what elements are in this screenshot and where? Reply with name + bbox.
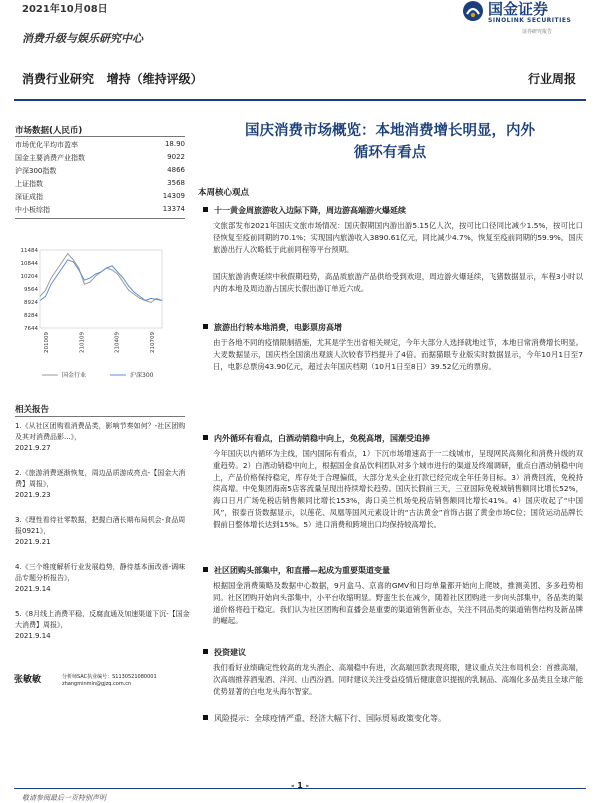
bullet-heading: 投资建议 [203,647,246,658]
bullet-heading: 内外循环有看点，白酒动销稳中向上，免税高增，国潮受追捧 [203,433,430,444]
market-row: 沪深300指数 4866 [15,166,185,175]
paragraph: 由于各地不同的疫情限制措施，尤其是学生出省相关规定，今年大部分人选择就地过节，本地日常消费增长明显。大麦数据显示，国庆档全国演出观演人次较春节档提升了4倍。而据猫眼专业版实时数据显示，今年10月1日至7日，电影总票房43.90亿元，超过去年国庆档期（10月1日至8日）39.52亿元的票房。 [213,338,583,371]
section-heading: 本周核心观点 [198,188,250,198]
footer-disclaimer: 敬请参阅最后一页特别声明 [22,794,106,802]
market-divider [15,136,185,137]
x-tick-label: 210409 [114,332,121,353]
y-tick-label: 7644 [24,326,38,332]
y-tick-label: 8924 [24,300,38,306]
paragraph: 文旅部发布2021年国庆文旅市场情况：国庆假期国内游出游5.15亿人次，按可比口径同比减少1.5%，按可比口径恢复至疫前同期的70.1%；实现国内旅游收入3890.61亿元，同比减少4.7%，恢复至疫前同期的59.9%。国庆旅游出行人次略低于此前同程等平台预期。 [213,221,583,254]
market-row: 中小板综指 13374 [15,205,185,214]
report-title: 国庆消费市场概览：本地消费增长明显，内外 循环有看点 [245,123,535,161]
risk-note: 风险提示：全球疫情严重、经济大幅下行、国际贸易政策变化等。 [203,713,446,724]
y-tick-label: 10844 [20,261,38,267]
legend-label: 国金行业 [62,372,87,379]
market-row: 国金主要消费产业指数 9022 [15,153,185,162]
logo-en: SINOLINK SECURITIES [488,17,572,24]
analyst-email[interactable]: zhangminmin@gjzq.com.cn [62,681,132,687]
related-title: 相关报告 [15,405,50,415]
legend-label: 沪深300 [130,372,154,379]
analyst-sac: 分析师SAC执业编号：S1130521080001 [62,674,157,680]
y-tick-label: 9564 [24,287,38,293]
related-item[interactable]: 5.《8月线上消费平稳，反腐直通及加速渠道下沉-【国金大消费】周报》， 2021.9.14 [15,610,190,640]
research-center: 消费升级与娱乐研究中心 [22,32,143,45]
paragraph: 今年国庆以内循环为主线，国内国际有看点，1）下沉市场增速高于一二线城市，呈现网民高频化和消费升级的双重趋势。2）白酒动销稳中向上，根据国金食品饮料团队对多个城市进行的渠道及终端调研，重点白酒动销稳中向上，产品价格保持稳定，库存处于合理偏低，大部分龙头企业打款已经完成全年任务目标。3）消费回流，免税持续高增。中免集团海南5店客流量呈现出持续增长趋势。国庆长假前三天，三亚国际免税城销售额同比增长52%，海口日月广场免税店销售额同比增长153%，海口美兰机场免税店销售额同比增长41%。4）国庆收起了“中国风”，银泰百货数据显示，以莲花、凤凰等国风元素设计的“古法黄金”首饰占据了黄金市场C位；国货运动品牌长假前日整体增长达到15%。5）进口消费和跨境出口均保持较高增长。 [213,449,583,529]
report-date: 2021年10月08日 [22,4,108,15]
logo-sub: 证券研究报告 [522,29,553,35]
related-item[interactable]: 2.《旅游消费逐渐恢复，周边品质游成亮点-【国金大消费】周报》， 2021.9.23 [15,469,186,499]
x-tick-label: 210709 [150,332,156,353]
paragraph: 根据国金消费策略及数据中心数据，9月盒马、京喜的GMV和日均单量都开始向上爬坡，推测美团、多多趋势相同。社区团购开始向头部集中，小平台收缩明显。野蛮生长在减少，随着社区团购进一步向头部集中，各品类的渠道价格将趋于稳定。我们认为社区团购和直播会是重要的渠道销售新业态，关注不同品类的渠道销售结构及新品牌的崛起。 [213,581,583,626]
y-tick-label: 11484 [20,248,38,254]
y-tick-label: 10204 [20,274,38,280]
series-line-0 [40,254,162,303]
y-tick-label: 8284 [24,313,38,319]
brand-logo [462,0,582,34]
page-number: - 1 - [291,781,309,790]
sinolink-logo-icon [462,0,484,22]
market-divider [15,218,185,219]
analyst-name: 张敏敏 [14,675,42,685]
paragraph: 我们看好业绩确定性较高的龙头酒企、高端稳中有进，次高端回款表现亮眼，建议重点关注布局机会：首推高端，次高端推荐酒鬼酒、洋河、山西汾酒。同时建议关注受益疫情后健康意识提振的乳制品、高端化多品类且全球产能优势显著的白电龙头海尔智家。 [213,663,583,696]
index-chart [12,240,190,400]
series-line-1 [40,260,162,301]
paragraph: 国庆旅游消费延续中秋假期趋势，高品质旅游产品供给受到欢迎，周边游火爆延续，飞猪数据显示，车程3小时以内的本地及周边游占国庆长假出游订单近六成。 [213,272,583,293]
bullet-heading: 社区团购头部集中，和直播—起成为重要渠道变量 [203,565,390,576]
market-row: 深证成指 14309 [15,192,185,201]
related-item[interactable]: 4.《三个维度解析行业发展趋势，静待基本面改善-调味品专题分析报告》， 2021.9.14 [15,563,186,593]
bullet-heading: 十一黄金周旅游收入边际下降，周边游高端游火爆延续 [203,205,406,216]
related-item[interactable]: 1.《从社区团购看消费品类，影响节奏如何？-社区团购及其对消费品影...》， 2021.9.27 [15,422,186,452]
report-type: 行业周报 [527,72,576,86]
related-item[interactable]: 3.《理性看待社零数据，把握白酒长期布局机会-食品周报0921》， 2021.9.21 [15,516,186,546]
report-band [22,70,578,88]
market-row: 市场优化平均市盈率 18.90 [15,140,185,149]
related-divider [15,416,185,417]
market-row: 上证指数 3568 [15,179,185,188]
x-tick-label: 210109 [79,332,86,353]
logo-cn: 国金证券 [488,0,549,18]
industry-rating: 消费行业研究 增持（维持评级） [22,72,203,86]
chart-frame [40,250,162,328]
market-data-title: 市场数据(人民币) [15,126,83,136]
x-tick-label: 201009 [44,332,50,353]
header-rule [14,99,586,101]
bullet-heading: 旅游出行转本地消费，电影票房高增 [203,322,342,333]
